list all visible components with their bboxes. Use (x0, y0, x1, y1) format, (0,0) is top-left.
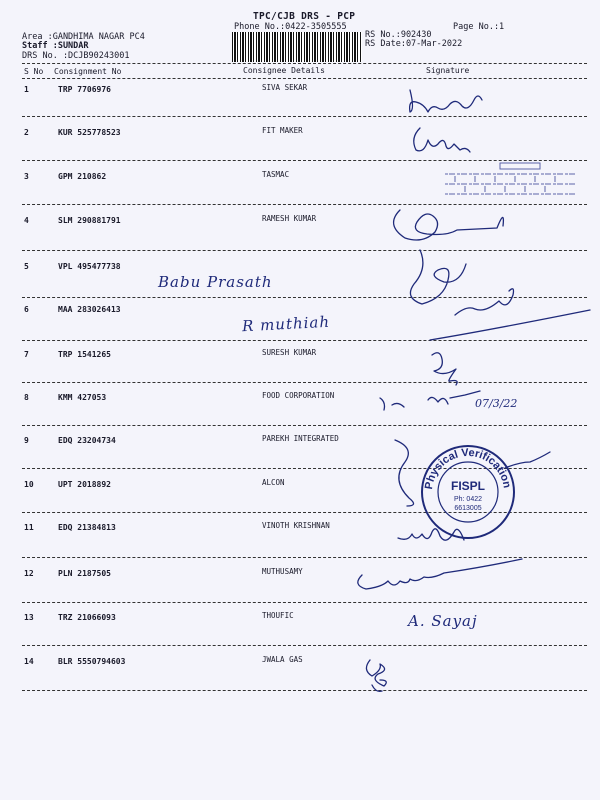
row-consignment: TRZ 21066093 (58, 613, 116, 622)
row-sno: 13 (24, 613, 34, 622)
document-title: TPC/CJB DRS - PCP (253, 11, 356, 22)
row-sno: 5 (24, 262, 29, 271)
area-label: Area :GANDHIMA NAGAR PC4 (22, 32, 145, 42)
signature-row-7 (432, 353, 457, 385)
signature-row-4 (394, 210, 504, 240)
staff-label: Staff :SUNDAR (22, 41, 89, 51)
row-sno: 1 (24, 85, 29, 94)
col-consignment: Consignment No (54, 67, 122, 76)
row-consignment: BLR 5550794603 (58, 657, 126, 666)
row-sno: 10 (24, 480, 34, 489)
seal-arc-text: Physical Verification (423, 446, 513, 491)
row-consignee: FIT MAKER (262, 126, 303, 135)
handwritten-name-row-5: Babu Prasath (158, 273, 273, 291)
col-signature: Signature (426, 66, 470, 75)
row-consignment: TRP 7706976 (58, 85, 111, 94)
row-consignee: JWALA GAS (262, 655, 303, 664)
row-sno: 2 (24, 128, 29, 137)
row-consignment: UPT 2018892 (58, 480, 111, 489)
seal-center-text: FISPL (450, 479, 486, 493)
row-consignment: TRP 1541265 (58, 350, 111, 359)
row-sno: 14 (24, 657, 34, 666)
phone-number: Phone No.:0422-3505555 (234, 22, 347, 32)
signature-row-12 (358, 559, 522, 589)
row-consignee: ALCON (262, 478, 285, 487)
tasmac-stamp (445, 160, 580, 206)
verification-seal (418, 442, 518, 542)
row-consignment: EDQ 23204734 (58, 436, 116, 445)
row-consignee: FOOD CORPORATION (262, 391, 335, 400)
row-sno: 11 (24, 523, 34, 532)
row-sno: 3 (24, 172, 29, 181)
row-sno: 7 (24, 350, 29, 359)
row-consignee: SURESH KUMAR (262, 348, 317, 357)
row-consignment: PLN 2187505 (58, 569, 111, 578)
row-consignee: THOUFIC (262, 611, 294, 620)
signature-row-14 (366, 660, 386, 691)
col-sno: S No (24, 67, 44, 76)
row-consignee: SIVA SEKAR (262, 83, 308, 92)
row-consignee: VINOTH KRISHNAN (262, 521, 330, 530)
rs-number: RS No.:902430 (365, 30, 432, 40)
row-consignee: MUTHUSAMY (262, 567, 303, 576)
row-consignment: GPM 210862 (58, 172, 107, 181)
handwritten-date-row-8: 07/3/22 (475, 397, 518, 410)
row-sno: 8 (24, 393, 29, 402)
row-sno: 4 (24, 216, 29, 225)
col-consignee: Consignee Details (243, 66, 325, 75)
row-consignee: TASMAC (262, 170, 290, 179)
row-consignment: MAA 283026413 (58, 305, 121, 314)
signature-row-2 (414, 128, 470, 152)
row-consignment: KUR 525778523 (58, 128, 121, 137)
seal-pin-text: 6613005 (454, 505, 482, 512)
signature-row-5 (410, 250, 466, 304)
signature-row-9 (395, 440, 414, 506)
signature-row-6 (430, 289, 590, 340)
row-consignee: PAREKH INTEGRATED (262, 434, 339, 443)
signature-row-1 (410, 90, 482, 112)
page-number: Page No.:1 (453, 22, 505, 32)
row-sno: 12 (24, 569, 34, 578)
row-consignment: EDQ 21384813 (58, 523, 116, 532)
row-consignment: VPL 495477738 (58, 262, 121, 271)
drs-number: DRS No. :DCJB90243001 (22, 51, 130, 61)
handwritten-name-row-6: R muthiah (241, 312, 331, 336)
signature-row-8 (380, 391, 480, 410)
row-consignment: SLM 290881791 (58, 216, 121, 225)
row-consignment: KMM 427053 (58, 393, 107, 402)
row-consignee: RAMESH KUMAR (262, 214, 317, 223)
row-sno: 6 (24, 305, 29, 314)
handwritten-name-row-13: A. Sayaj (408, 612, 478, 630)
rs-date: RS Date:07-Mar-2022 (365, 39, 463, 49)
row-sno: 9 (24, 436, 29, 445)
seal-phone-text: Ph: 0422 (453, 496, 483, 503)
